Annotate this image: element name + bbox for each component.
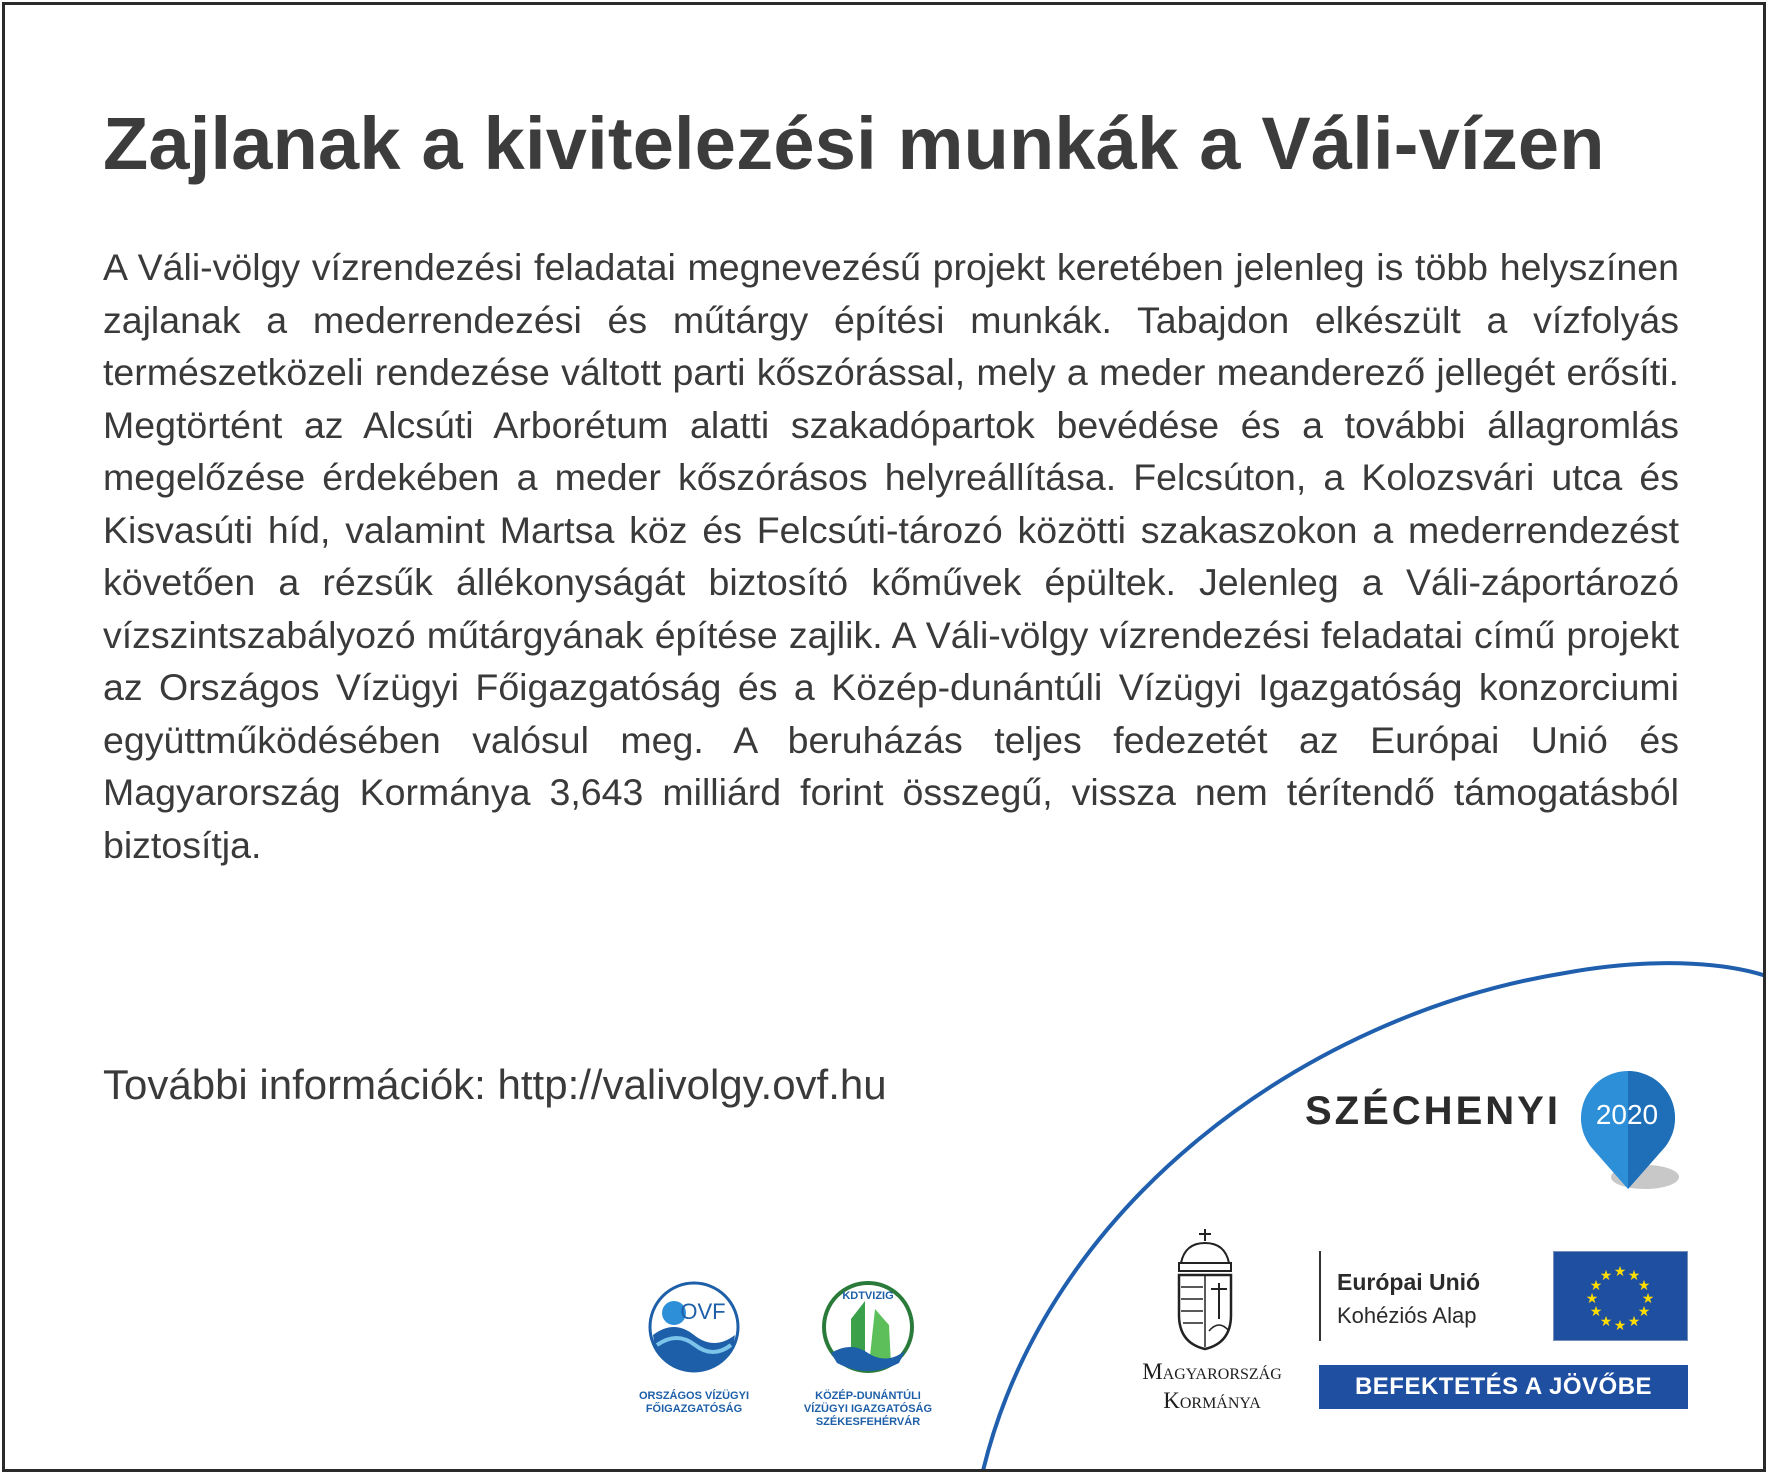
- svg-text:★: ★: [1599, 1314, 1613, 1330]
- page-title: Zajlanak a kivitelezési munkák a Váli-vízen: [103, 102, 1605, 185]
- svg-text:★: ★: [1589, 1304, 1603, 1320]
- eu-fund: Kohéziós Alap: [1337, 1303, 1477, 1328]
- eu-flag-icon: [1553, 1251, 1688, 1341]
- poster-frame: [2, 2, 1766, 1472]
- eu-stars-icon: [1554, 1252, 1687, 1340]
- ovf-caption-2: FŐIGAZGATÓSÁG: [645, 1403, 743, 1415]
- szechenyi-wordmark: SZÉCHENYI: [1305, 1089, 1561, 1133]
- kdtvizig-mark: KDTVIZIG: [842, 1290, 894, 1302]
- kdtvizig-caption-1: KÖZÉP-DUNÁNTÚLI: [815, 1390, 921, 1402]
- kdtvizig-emblem-icon: [791, 1279, 945, 1379]
- svg-text:★: ★: [1585, 1291, 1599, 1307]
- svg-text:★: ★: [1613, 1318, 1627, 1334]
- svg-text:★: ★: [1637, 1304, 1651, 1320]
- kdtvizig-caption-2: VÍZÜGYI IGAZGATÓSÁG: [803, 1403, 933, 1415]
- government-line-1: Magyarország: [1142, 1359, 1282, 1384]
- eu-divider: [1319, 1251, 1321, 1341]
- invest-banner: BEFEKTETÉS A JÖVŐBE: [1319, 1365, 1688, 1409]
- article-body: A Váli-völgy vízrendezési feladatai megnevezésű projekt keretében jelenleg is több helyszínen zajlanak a mederrendezési és műtárgy építési munkák. Tabajdon elkészült a vízfolyás természetközeli rendezése váltott parti kőszórással, mely a meder meanderező jellegét erősíti. Megtörtént az Alcsúti Arborétum alatti szakadópartok bevédése és a további állagromlás megelőzése érdekében a meder kőszórásos helyreállítása. Felcsúton, a Kolozsvári utca és Kisvasúti híd, valamint Martsa köz és Felcsúti-tározó közötti szakaszokon a mederrendezést követően a rézsűk állékonyságát biztosító kőművek épültek. Jelenleg a Váli-záportározó vízszintszabályozó műtárgyának építése zajlik. A Váli-völgy vízrendezési feladatai című projekt az Országos Vízügyi Főigazgatóság és a Közép-dunántúli Vízügyi Igazgatóság konzorciumi együttműködésében valósul meg. A beruházás teljes fedezetét az Európai Unió és Magyarország Kormánya 3,643 milliárd forint összegű, vissza nem térítendő támogatásból biztosítja.: [103, 246, 1679, 866]
- svg-text:★: ★: [1613, 1264, 1627, 1280]
- kdtvizig-logo: [791, 1279, 945, 1429]
- ovf-mark: OVF: [680, 1299, 726, 1324]
- coat-of-arms-icon: [1171, 1227, 1239, 1351]
- kdtvizig-caption-3: SZÉKESFEHÉRVÁR: [815, 1416, 921, 1428]
- more-info-link[interactable]: További információk: http://valivolgy.ovf.hu: [103, 1061, 887, 1108]
- svg-text:★: ★: [1637, 1278, 1651, 1294]
- szechenyi-2020-logo: [1305, 1065, 1685, 1205]
- svg-text:★: ★: [1627, 1268, 1641, 1284]
- ovf-caption-1: ORSZÁGOS VÍZÜGYI: [638, 1390, 749, 1402]
- szechenyi-year: 2020: [1595, 1099, 1659, 1130]
- government-logo-text: [1105, 1357, 1319, 1415]
- svg-text:★: ★: [1589, 1278, 1603, 1294]
- ovf-logo: [629, 1279, 759, 1416]
- svg-text:★: ★: [1641, 1291, 1655, 1307]
- eu-name: Európai Unió: [1337, 1269, 1481, 1295]
- ovf-emblem-icon: [629, 1279, 759, 1379]
- svg-text:★: ★: [1599, 1268, 1613, 1284]
- government-line-2: Kormánya: [1163, 1388, 1261, 1413]
- svg-text:★: ★: [1627, 1314, 1641, 1330]
